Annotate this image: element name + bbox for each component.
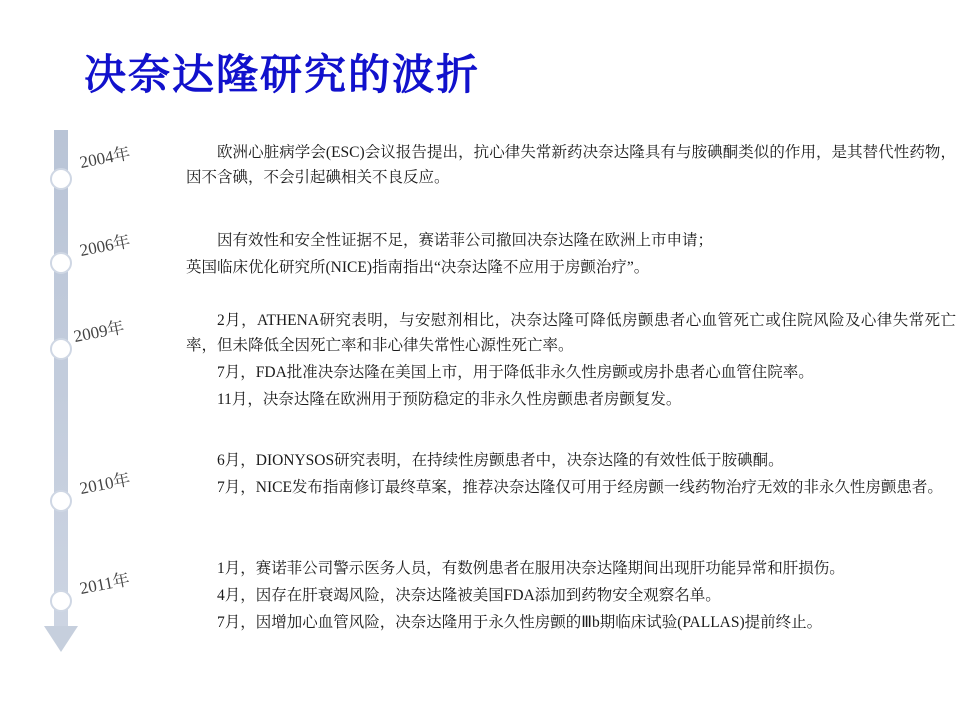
timeline-entry-line: 1月，赛诺菲公司警示医务人员，有数例患者在服用决奈达隆期间出现肝功能异常和肝损伤。 (217, 560, 845, 577)
timeline-year: 2010年 (78, 469, 132, 499)
timeline-entry-text (186, 448, 956, 502)
timeline-node (50, 338, 72, 360)
timeline-entry-text (186, 228, 956, 282)
timeline-entry-line: 7月，因增加心血管风险，决奈达隆用于永久性房颤的Ⅲb期临床试验(PALLAS)提前终止。 (217, 614, 823, 632)
timeline-entry-line: 4月，因存在肝衰竭风险，决奈达隆被美国FDA添加到药物安全观察名单。 (217, 587, 721, 605)
timeline-year: 2006年 (78, 231, 132, 261)
timeline-entry-text (186, 308, 956, 414)
timeline-node (50, 590, 72, 612)
timeline-entry-text (186, 556, 956, 637)
timeline-axis (54, 130, 68, 628)
timeline-entry-line: 因有效性和安全性证据不足，赛诺菲公司撤回决奈达隆在欧洲上市申请； (217, 232, 714, 249)
timeline-entry-line: 11月，决奈达隆在欧洲用于预防稳定的非永久性房颤患者房颤复发。 (217, 391, 682, 409)
timeline-entry-line: 6月，DIONYSOS研究表明，在持续性房颤患者中，决奈达隆的有效性低于胺碘酮。 (217, 452, 784, 469)
timeline-entry-line: 欧洲心脏病学会(ESC)会议报告提出，抗心律失常新药决奈达隆具有与胺碘酮类似的作用，是其替代性药物，因不含碘，不会引起碘相关不良反应。 (186, 144, 956, 187)
timeline-entry-line: 7月，FDA批准决奈达隆在美国上市，用于降低非永久性房颤或房扑患者心血管住院率。 (217, 364, 814, 382)
timeline-entry-line: 英国临床优化研究所(NICE)指南指出“决奈达隆不应用于房颤治疗”。 (186, 259, 650, 277)
timeline (46, 130, 956, 670)
timeline-entry-line: 2月，ATHENA研究表明，与安慰剂相比，决奈达隆可降低房颤患者心血管死亡或住院风险及心律失常死亡率，但未降低全因死亡率和非心律失常性心源性死亡率。 (186, 312, 956, 355)
page-title: 决奈达隆研究的波折 (84, 51, 481, 98)
timeline-year: 2004年 (78, 143, 132, 173)
timeline-node (50, 490, 72, 512)
timeline-entry-line: 7月，NICE发布指南修订最终草案，推荐决奈达隆仅可用于经房颤一线药物治疗无效的非永久性房颤患者。 (217, 479, 943, 497)
timeline-node (50, 252, 72, 274)
timeline-arrow-icon (44, 626, 78, 652)
timeline-node (50, 168, 72, 190)
timeline-year: 2009年 (72, 317, 126, 347)
timeline-year: 2011年 (78, 569, 132, 599)
timeline-entry-text (186, 140, 956, 192)
